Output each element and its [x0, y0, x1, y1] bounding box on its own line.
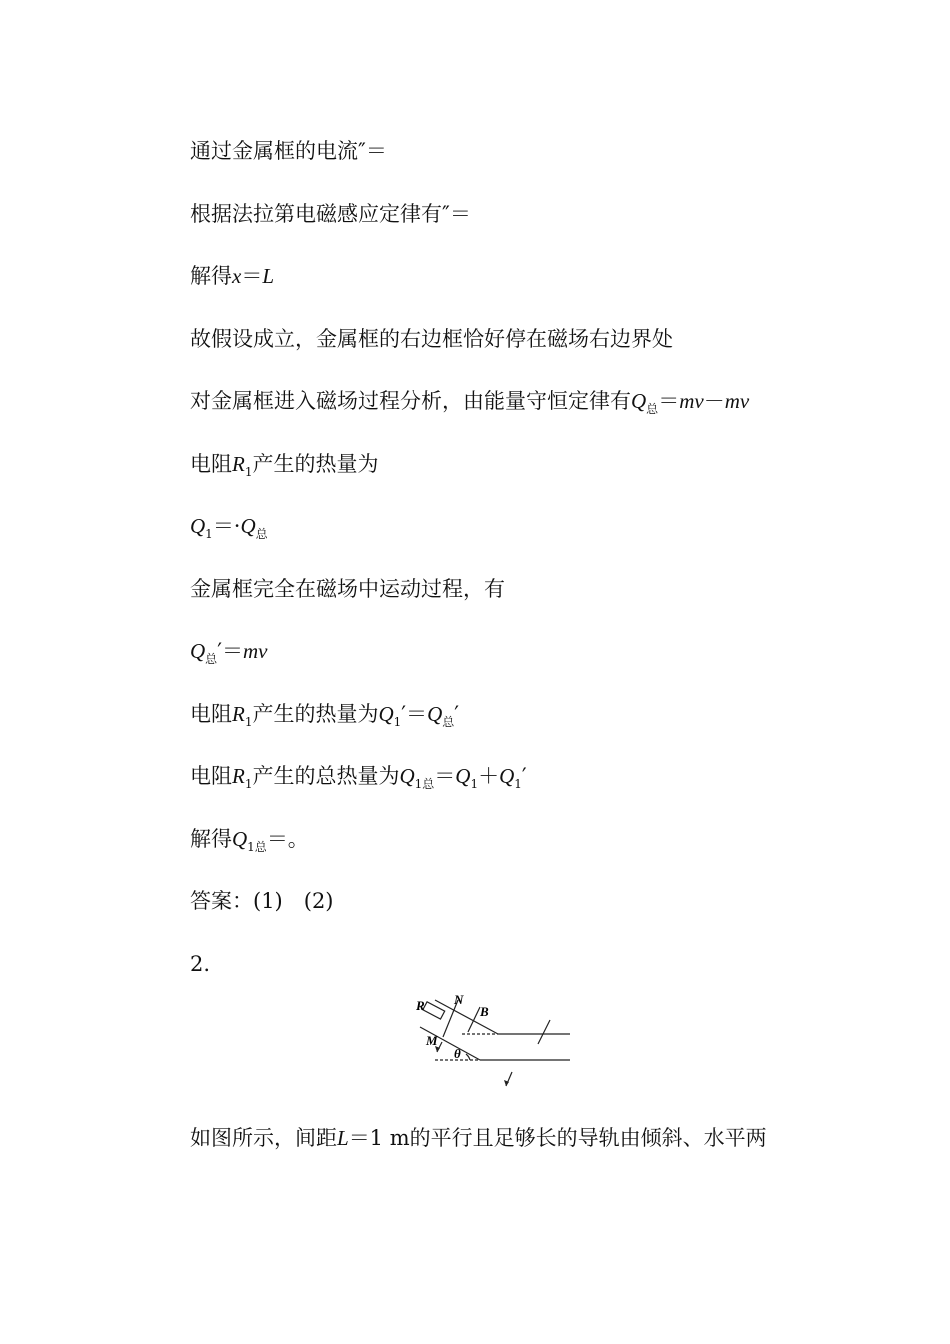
- math-var: L: [262, 264, 275, 288]
- math-subscript: 总: [442, 715, 455, 729]
- label-n: N: [454, 992, 464, 1007]
- text-line-heat-r1: [190, 450, 378, 486]
- text-line-solve-q1: [190, 825, 309, 861]
- line-text: ＝。: [266, 827, 309, 851]
- label-r: R: [416, 998, 425, 1013]
- line-text: 电阻: [190, 764, 232, 788]
- text-line-faraday: [190, 200, 471, 228]
- math-subscript: 1: [244, 465, 253, 479]
- line-text: ＝·: [212, 514, 241, 538]
- line-text: ＋: [478, 764, 500, 788]
- line-text: 电阻: [190, 452, 232, 476]
- text-line-q1: [190, 512, 268, 548]
- math-var: Q: [378, 702, 394, 726]
- line-text: ′: [454, 702, 460, 726]
- line-text: ＝: [658, 389, 680, 413]
- math-subscript: 1: [470, 777, 479, 791]
- math-subscript: 1: [244, 777, 253, 791]
- line-text: 2.: [190, 952, 211, 976]
- line-text: 金属框完全在磁场中运动过程，有: [190, 577, 505, 601]
- math-var: x: [232, 264, 242, 288]
- text-line-answer: [190, 887, 334, 915]
- resistor-symbol: [423, 1002, 445, 1019]
- line-text: ＝: [434, 764, 456, 788]
- line-text: ＝: [241, 264, 263, 288]
- math-var: Q: [190, 514, 206, 538]
- math-var: Q: [240, 514, 256, 538]
- math-var: mv: [679, 389, 704, 413]
- rail-diagram-svg: [410, 992, 580, 1104]
- line-text: 产生的总热量为: [252, 764, 400, 788]
- text-line-current: [190, 137, 387, 165]
- math-var: Q: [455, 764, 471, 788]
- line-text: ′＝: [401, 702, 428, 726]
- text-line-energy: [190, 387, 749, 423]
- math-var: Q: [190, 639, 206, 663]
- math-var: R: [232, 702, 245, 726]
- math-var: Q: [499, 764, 515, 788]
- math-subscript: 1: [514, 777, 522, 791]
- line-text: ′＝: [217, 639, 243, 663]
- math-var: R: [232, 452, 245, 476]
- text-line-assumption: [190, 325, 673, 353]
- text-line-heat-r1-prime: [190, 700, 459, 736]
- text-line-total-heat: [190, 762, 527, 798]
- line-text: 如图所示，间距: [190, 1126, 337, 1150]
- text-line-solve-x: [190, 262, 274, 290]
- math-var: mv: [724, 389, 750, 413]
- line-text: ′: [521, 764, 527, 788]
- line-text: －: [703, 389, 725, 413]
- math-subscript: 总: [646, 402, 659, 416]
- math-subscript: 1: [393, 715, 402, 729]
- text-line-q-total-prime: [190, 637, 267, 673]
- math-subscript: 1: [244, 715, 253, 729]
- line-text: ＝1 m的平行且足够长的导轨由倾斜、水平两: [348, 1126, 767, 1150]
- line-text: 产生的热量为: [252, 702, 379, 726]
- math-var: mv: [242, 639, 268, 663]
- text-line-problem-statement: [190, 1124, 767, 1152]
- text-line-inside-field: [190, 575, 505, 603]
- field-line-horizontal: [538, 1020, 550, 1044]
- label-m: M: [426, 1033, 438, 1048]
- rail-diagram: [410, 992, 580, 1104]
- label-theta: θ: [454, 1046, 461, 1061]
- math-var: Q: [631, 389, 647, 413]
- line-text: 答案：(1) (2): [190, 889, 334, 913]
- math-var: L: [337, 1126, 349, 1150]
- math-var: Q: [232, 827, 248, 851]
- math-var: R: [232, 764, 245, 788]
- line-text: 电阻: [190, 702, 232, 726]
- math-subscript: 1总: [414, 777, 435, 791]
- field-line-inclined: [468, 1007, 480, 1032]
- label-b: B: [480, 1004, 489, 1019]
- text-line-question-number: [190, 950, 210, 978]
- line-text: 解得: [190, 264, 232, 288]
- line-text: 产生的热量为: [252, 452, 379, 476]
- line-text: 通过金属框的电流″＝: [190, 139, 387, 163]
- line-text: 根据法拉第电磁感应定律有″＝: [190, 202, 471, 226]
- math-subscript: 总: [205, 652, 218, 666]
- math-subscript: 1总: [247, 840, 267, 854]
- math-var: Q: [427, 702, 443, 726]
- angle-arc: [466, 1054, 470, 1060]
- line-text: 对金属框进入磁场过程分析，由能量守恒定律有: [190, 389, 631, 413]
- math-var: Q: [399, 764, 415, 788]
- math-subscript: 总: [255, 527, 268, 541]
- math-subscript: 1: [205, 527, 213, 541]
- line-text: 解得: [190, 827, 232, 851]
- line-text: 故假设成立，金属框的右边框恰好停在磁场右边界处: [190, 327, 673, 351]
